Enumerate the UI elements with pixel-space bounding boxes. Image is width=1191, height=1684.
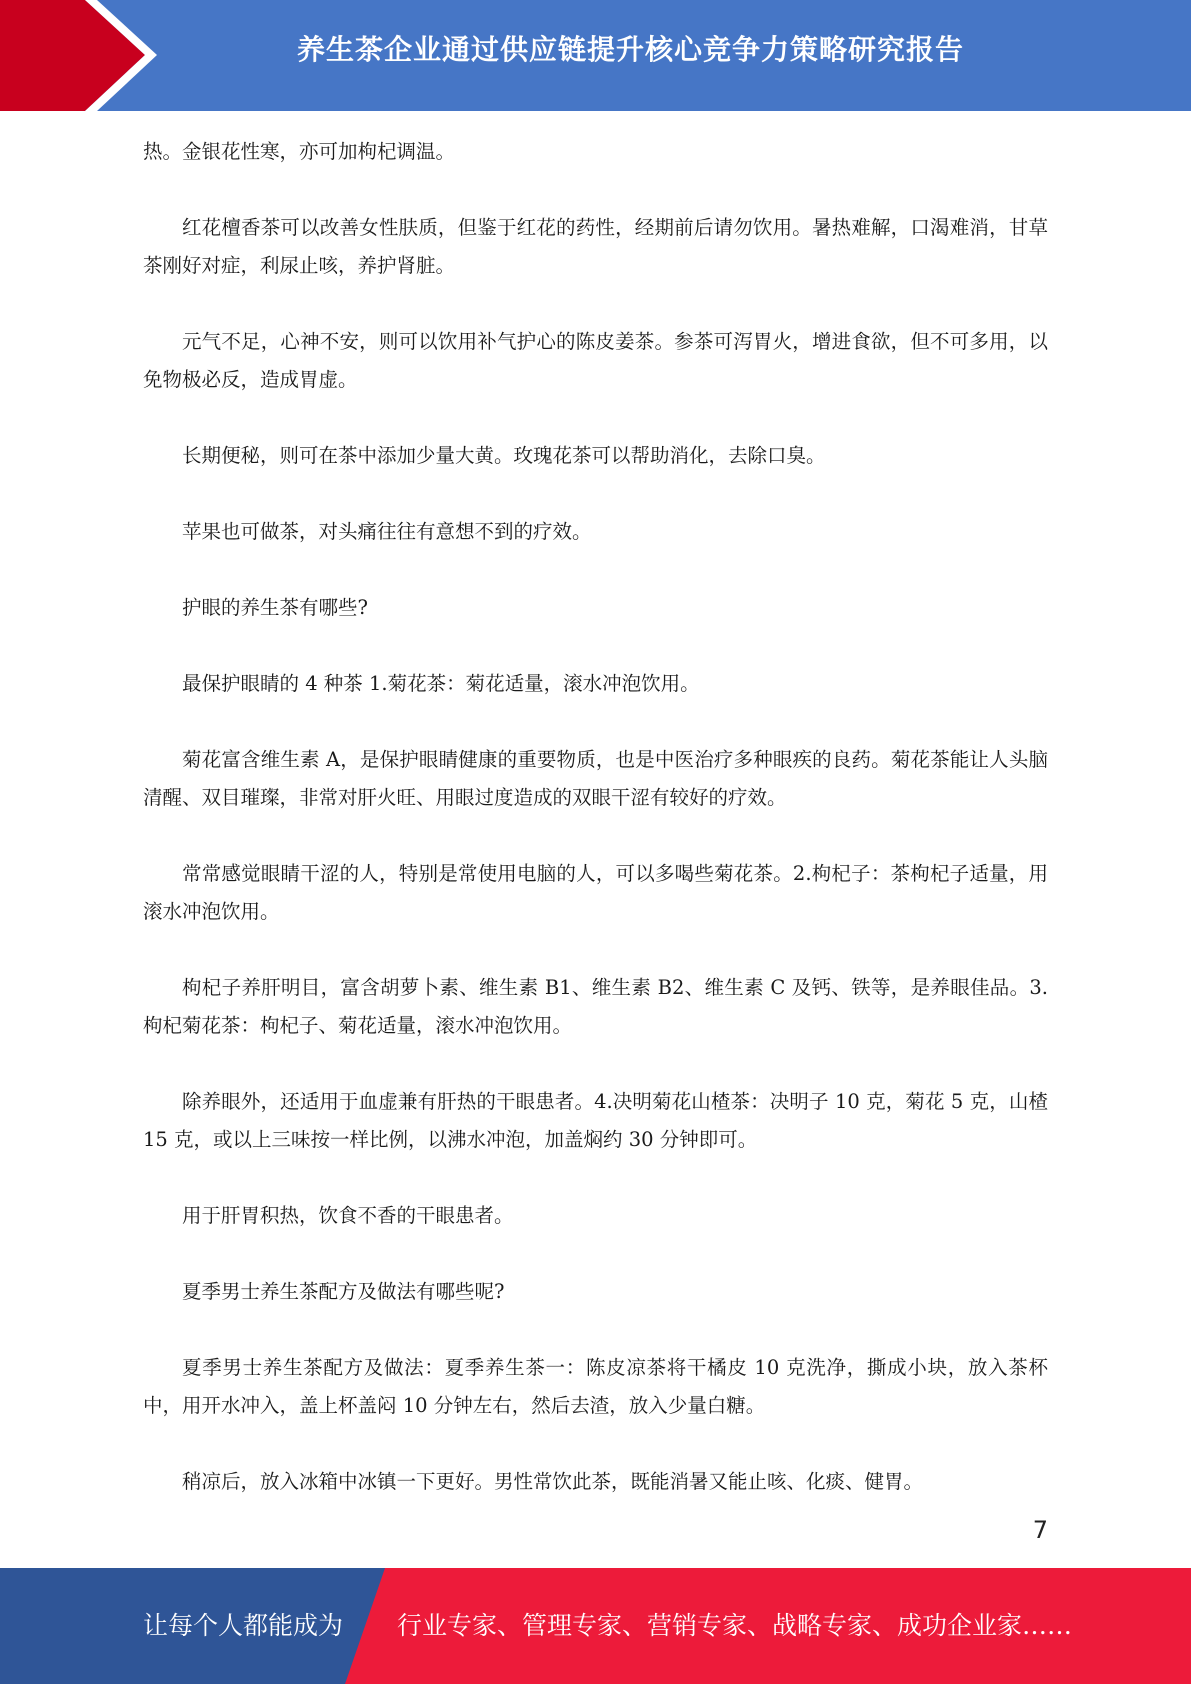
footer-slogan-left: 让每个人都能成为 <box>143 1611 344 1640</box>
paragraph: 最保护眼睛的 4 种茶 1.菊花茶：菊花适量，滚水冲泡饮用。 <box>182 672 700 695</box>
paragraph: 红花檀香茶可以改善女性肤质，但鉴于红花的药性，经期前后请勿饮用。暑热难解，口渴难消，甘草茶刚好对症，利尿止咳，养护肾脏。 <box>143 216 1048 277</box>
paragraph: 元气不足，心神不安，则可以饮用补气护心的陈皮姜茶。参茶可泻胃火，增进食欲，但不可多用，以免物极必反，造成胃虚。 <box>143 330 1048 391</box>
header-arrow-decoration <box>0 0 160 111</box>
section-question: 夏季男士养生茶配方及做法有哪些呢? <box>182 1280 505 1303</box>
document-body <box>143 133 1048 1539</box>
paragraph: 常常感觉眼睛干涩的人，特别是常使用电脑的人，可以多喝些菊花茶。2.枸杞子：茶枸杞子适量，用滚水冲泡饮用。 <box>143 862 1048 923</box>
paragraph: 枸杞子养肝明目，富含胡萝卜素、维生素 B1、维生素 B2、维生素 C 及钙、铁等，是养眼佳品。3.枸杞菊花茶：枸杞子、菊花适量，滚水冲泡饮用。 <box>143 976 1048 1037</box>
paragraph: 夏季男士养生茶配方及做法：夏季养生茶一：陈皮凉茶将干橘皮 10 克洗净，撕成小块，放入茶杯中，用开水冲入，盖上杯盖闷 10 分钟左右，然后去渣，放入少量白糖。 <box>143 1356 1048 1417</box>
paragraph: 除养眼外，还适用于血虚兼有肝热的干眼患者。4.决明菊花山楂茶：决明子 10 克，菊花 5 克，山楂 15 克，或以上三味按一样比例，以沸水冲泡，加盖焖约 30 分钟即可。 <box>143 1090 1048 1151</box>
section-question: 护眼的养生茶有哪些? <box>182 596 368 619</box>
footer-slogan-right: 行业专家、管理专家、营销专家、战略专家、成功企业家…… <box>397 1611 1073 1640</box>
paragraph: 苹果也可做茶，对头痛往往有意想不到的疗效。 <box>182 520 592 543</box>
paragraph: 用于肝胃积热，饮食不香的干眼患者。 <box>182 1204 514 1227</box>
paragraph: 菊花富含维生素 A，是保护眼睛健康的重要物质，也是中医治疗多种眼疾的良药。菊花茶能让人头脑清醒、双目璀璨，非常对肝火旺、用眼过度造成的双眼干涩有较好的疗效。 <box>143 748 1048 809</box>
document-title: 养生茶企业通过供应链提升核心竞争力策略研究报告 <box>296 33 964 66</box>
page-footer <box>0 1568 1191 1684</box>
page-number: 7 <box>1032 1516 1048 1544</box>
paragraph: 长期便秘，则可在茶中添加少量大黄。玫瑰花茶可以帮助消化，去除口臭。 <box>182 444 826 467</box>
header-red-arrow <box>0 0 145 111</box>
page-header <box>0 0 1191 111</box>
paragraph: 热。金银花性寒，亦可加枸杞调温。 <box>143 140 456 163</box>
paragraph: 稍凉后，放入冰箱中冰镇一下更好。男性常饮此茶，既能消暑又能止咳、化痰、健胃。 <box>182 1470 924 1493</box>
